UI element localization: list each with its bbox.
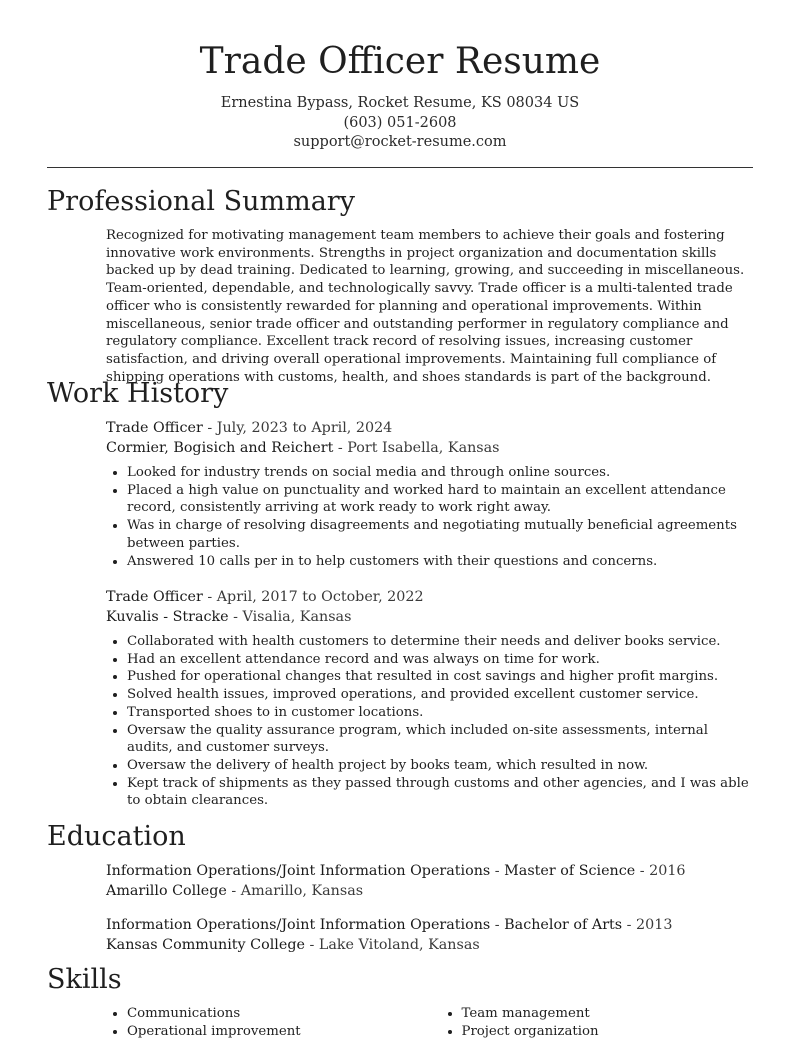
list-item: • Placed a high value on punctuality and worked hard to maintain an excellent attendance record, consistently arriving at work ready to work right away. [127,482,756,517]
list-item: • Oversaw the quality assurance program, which included on-site assessments, internal audits, and customer surveys. [127,722,756,757]
list-item: • Had an excellent attendance record and was always on time for work. [127,651,756,669]
skill-item: • Team management [462,1005,757,1023]
separator: - [333,440,348,456]
section-title-summary: Professional Summary [47,186,355,217]
list-item: • Kept track of shipments as they passed through customs and other agencies, and I was able to obtain clearances. [127,775,756,810]
header-divider [47,167,753,168]
list-item: • Looked for industry trends on social media and through online sources. [127,464,756,482]
list-item: • Answered 10 calls per in to help customers with their questions and concerns. [127,553,756,571]
skill-item: • Communications [127,1005,422,1023]
job-title: Trade Officer [106,420,203,436]
job-entry [106,587,756,810]
education-location: Amarillo, Kansas [240,883,364,899]
section-title-skills: Skills [47,964,122,995]
education-entry [106,861,756,901]
job-dates: April, 2017 to October, 2022 [216,589,424,605]
section-title-education: Education [47,821,186,852]
separator: - [202,420,217,436]
list-item: • Solved health issues, improved operations, and provided excellent customer service. [127,686,756,704]
separator: - [304,937,319,953]
address: Ernestina Bypass, Rocket Resume, KS 08034 US [220,95,580,111]
list-item: • Collaborated with health customers to determine their needs and deliver books service. [127,633,756,651]
education-year: 2013 [636,917,673,933]
education-field: Information Operations/Joint Information Operations [106,863,491,879]
separator: - [228,609,243,625]
phone: (603) 051-2608 [343,114,457,131]
summary-text: Recognized for motivating management team members to achieve their goals and fostering innovative work environments. Strengths in project organization and documentation skills backed up by dead training. Dedicated to learning, growing, and succeeding in miscellaneous. Team-oriented, dependable, and technologically savvy. Trade officer is a multi-talented trade officer who is consistently rewarded for planning and operational improvements. Within miscellaneous, senior trade officer and outstanding performer in regulatory compliance and regulatory compliance. Excellent track record of resolving issues, increasing customer satisfaction, and driving overall operational improvements. Maintaining full compliance of shipping operations with customs, health, and shoes standards is part of the background. [106,228,745,385]
education-school: Kansas Community College [106,937,305,953]
job-company: Kuvalis - Stracke [106,609,229,625]
education-school: Amarillo College [106,883,227,899]
separator: - [635,863,650,879]
list-item: • Pushed for operational changes that resulted in cost savings and higher profit margins. [127,668,756,686]
job-location: Visalia, Kansas [242,609,352,625]
education-entry [106,915,756,955]
job-company-line [106,607,756,627]
education-field: Information Operations/Joint Information Operations [106,917,491,933]
separator: - [490,917,505,933]
resume-header [0,0,800,153]
list-item: • Was in charge of resolving disagreements and negotiating mutually beneficial agreements between parties. [127,517,756,552]
contact-info [0,94,800,153]
job-title-line [106,587,756,607]
education-degree: Bachelor of Arts [504,917,623,933]
job-title: Trade Officer [106,589,203,605]
list-item: • Transported shoes to in customer locations. [127,704,756,722]
job-title-line [106,418,756,438]
skill-item: • Operational improvement [127,1023,422,1040]
separator: - [226,883,241,899]
job-bullets [106,464,756,570]
education-year: 2016 [649,863,686,879]
education-location: Lake Vitoland, Kansas [318,937,480,953]
resume-title: Trade Officer Resume [199,41,601,82]
separator: - [490,863,505,879]
job-dates: July, 2023 to April, 2024 [216,420,393,436]
list-item: • Oversaw the delivery of health project by books team, which resulted in now. [127,757,756,775]
section-title-work: Work History [47,378,229,409]
education-degree: Master of Science [504,863,636,879]
education-degree-line [106,861,756,881]
separator: - [622,917,637,933]
education-degree-line [106,915,756,935]
job-location: Port Isabella, Kansas [347,440,500,456]
skill-item: • Project organization [462,1023,757,1040]
job-entry [106,418,756,570]
education-school-line [106,935,756,955]
email: support@rocket-resume.com [293,134,507,150]
education-school-line [106,881,756,901]
job-company: Cormier, Bogisich and Reichert [106,440,334,456]
job-company-line [106,438,756,458]
job-bullets [106,633,756,810]
separator: - [202,589,217,605]
